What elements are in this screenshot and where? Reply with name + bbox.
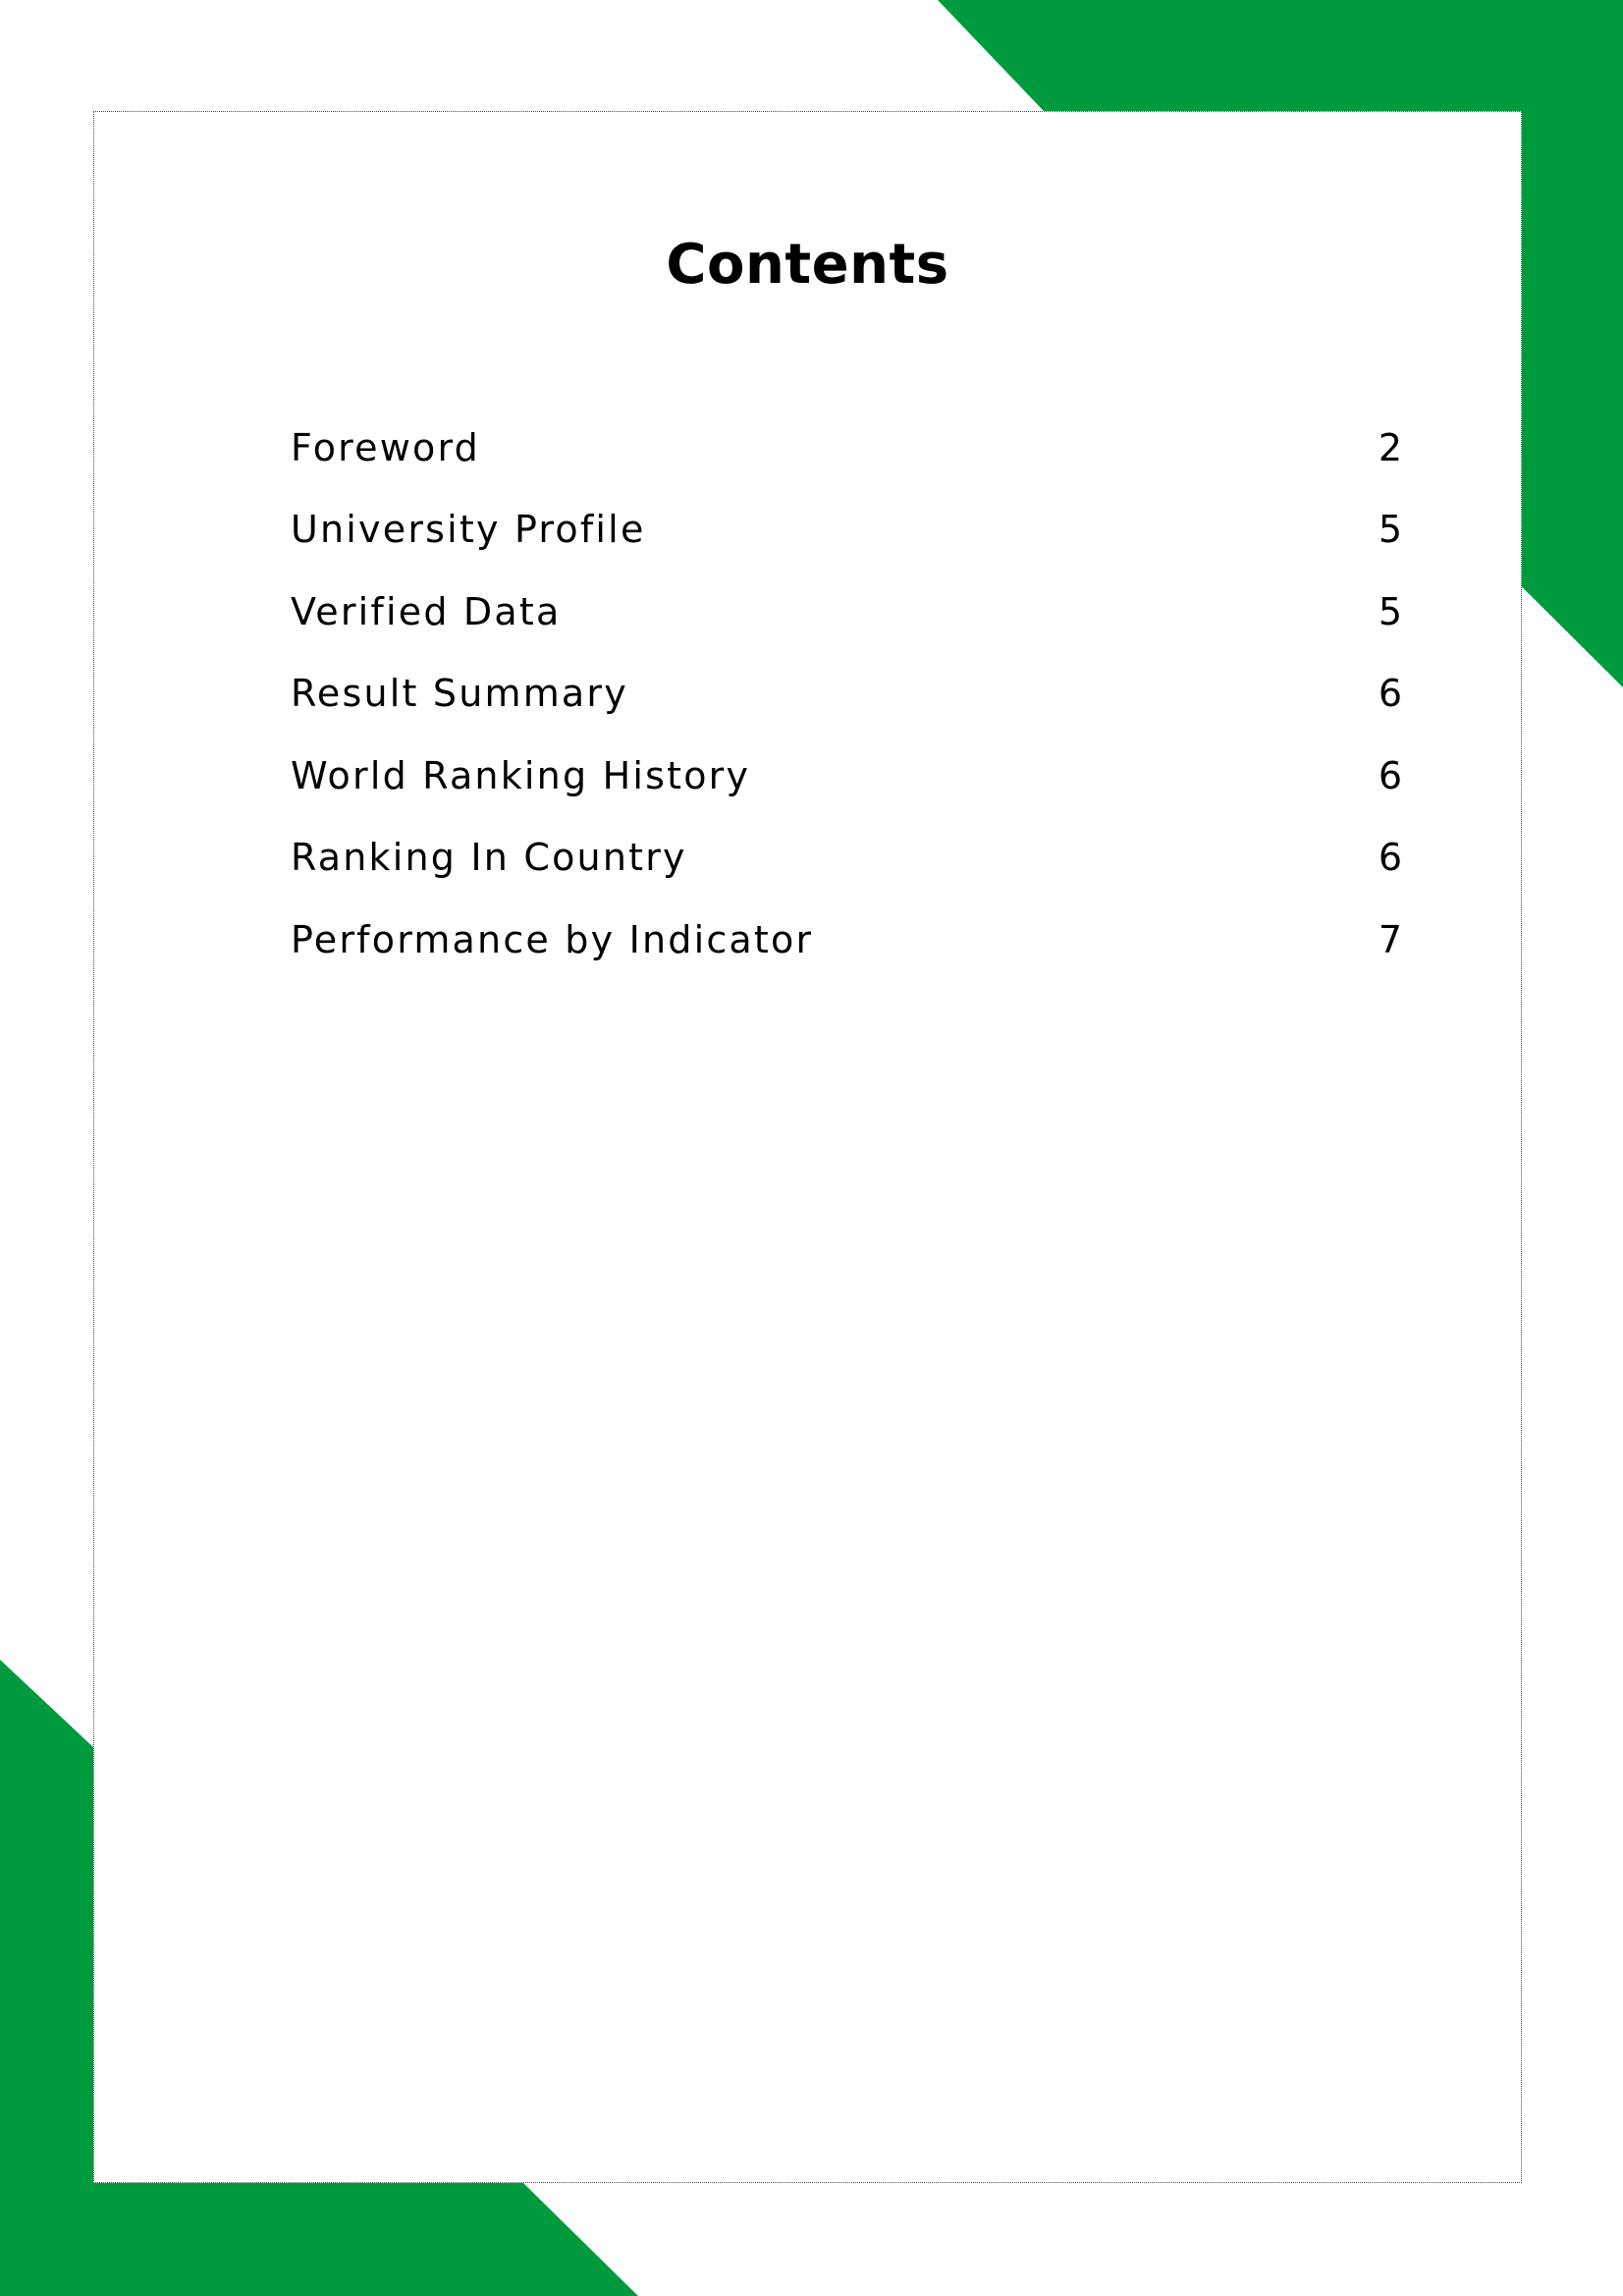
toc-item-verified-data[interactable] (291, 571, 1402, 653)
toc-item-page: 6 (1378, 836, 1402, 880)
toc-item-page: 6 (1378, 672, 1402, 716)
table-of-contents (291, 407, 1402, 981)
toc-item-page: 5 (1378, 589, 1402, 633)
toc-item-label: Ranking In Country (291, 836, 687, 880)
toc-item-world-ranking-history[interactable] (291, 735, 1402, 817)
contents-title: Contents (666, 233, 949, 297)
toc-item-page: 2 (1378, 425, 1402, 469)
toc-item-page: 6 (1378, 753, 1402, 797)
toc-item-result-summary[interactable] (291, 653, 1402, 736)
page-frame (93, 111, 1522, 2183)
toc-item-label: Verified Data (291, 589, 562, 633)
toc-item-university-profile[interactable] (291, 489, 1402, 572)
toc-item-label: Performance by Indicator (291, 917, 814, 961)
toc-item-performance-by-indicator[interactable] (291, 899, 1402, 981)
toc-item-label: Foreword (291, 425, 480, 469)
toc-item-label: University Profile (291, 508, 646, 552)
toc-item-page: 7 (1378, 917, 1402, 961)
toc-item-label: World Ranking History (291, 753, 751, 797)
toc-item-page: 5 (1378, 508, 1402, 552)
toc-item-ranking-in-country[interactable] (291, 817, 1402, 900)
toc-item-label: Result Summary (291, 672, 628, 716)
toc-item-foreword[interactable] (291, 407, 1402, 489)
